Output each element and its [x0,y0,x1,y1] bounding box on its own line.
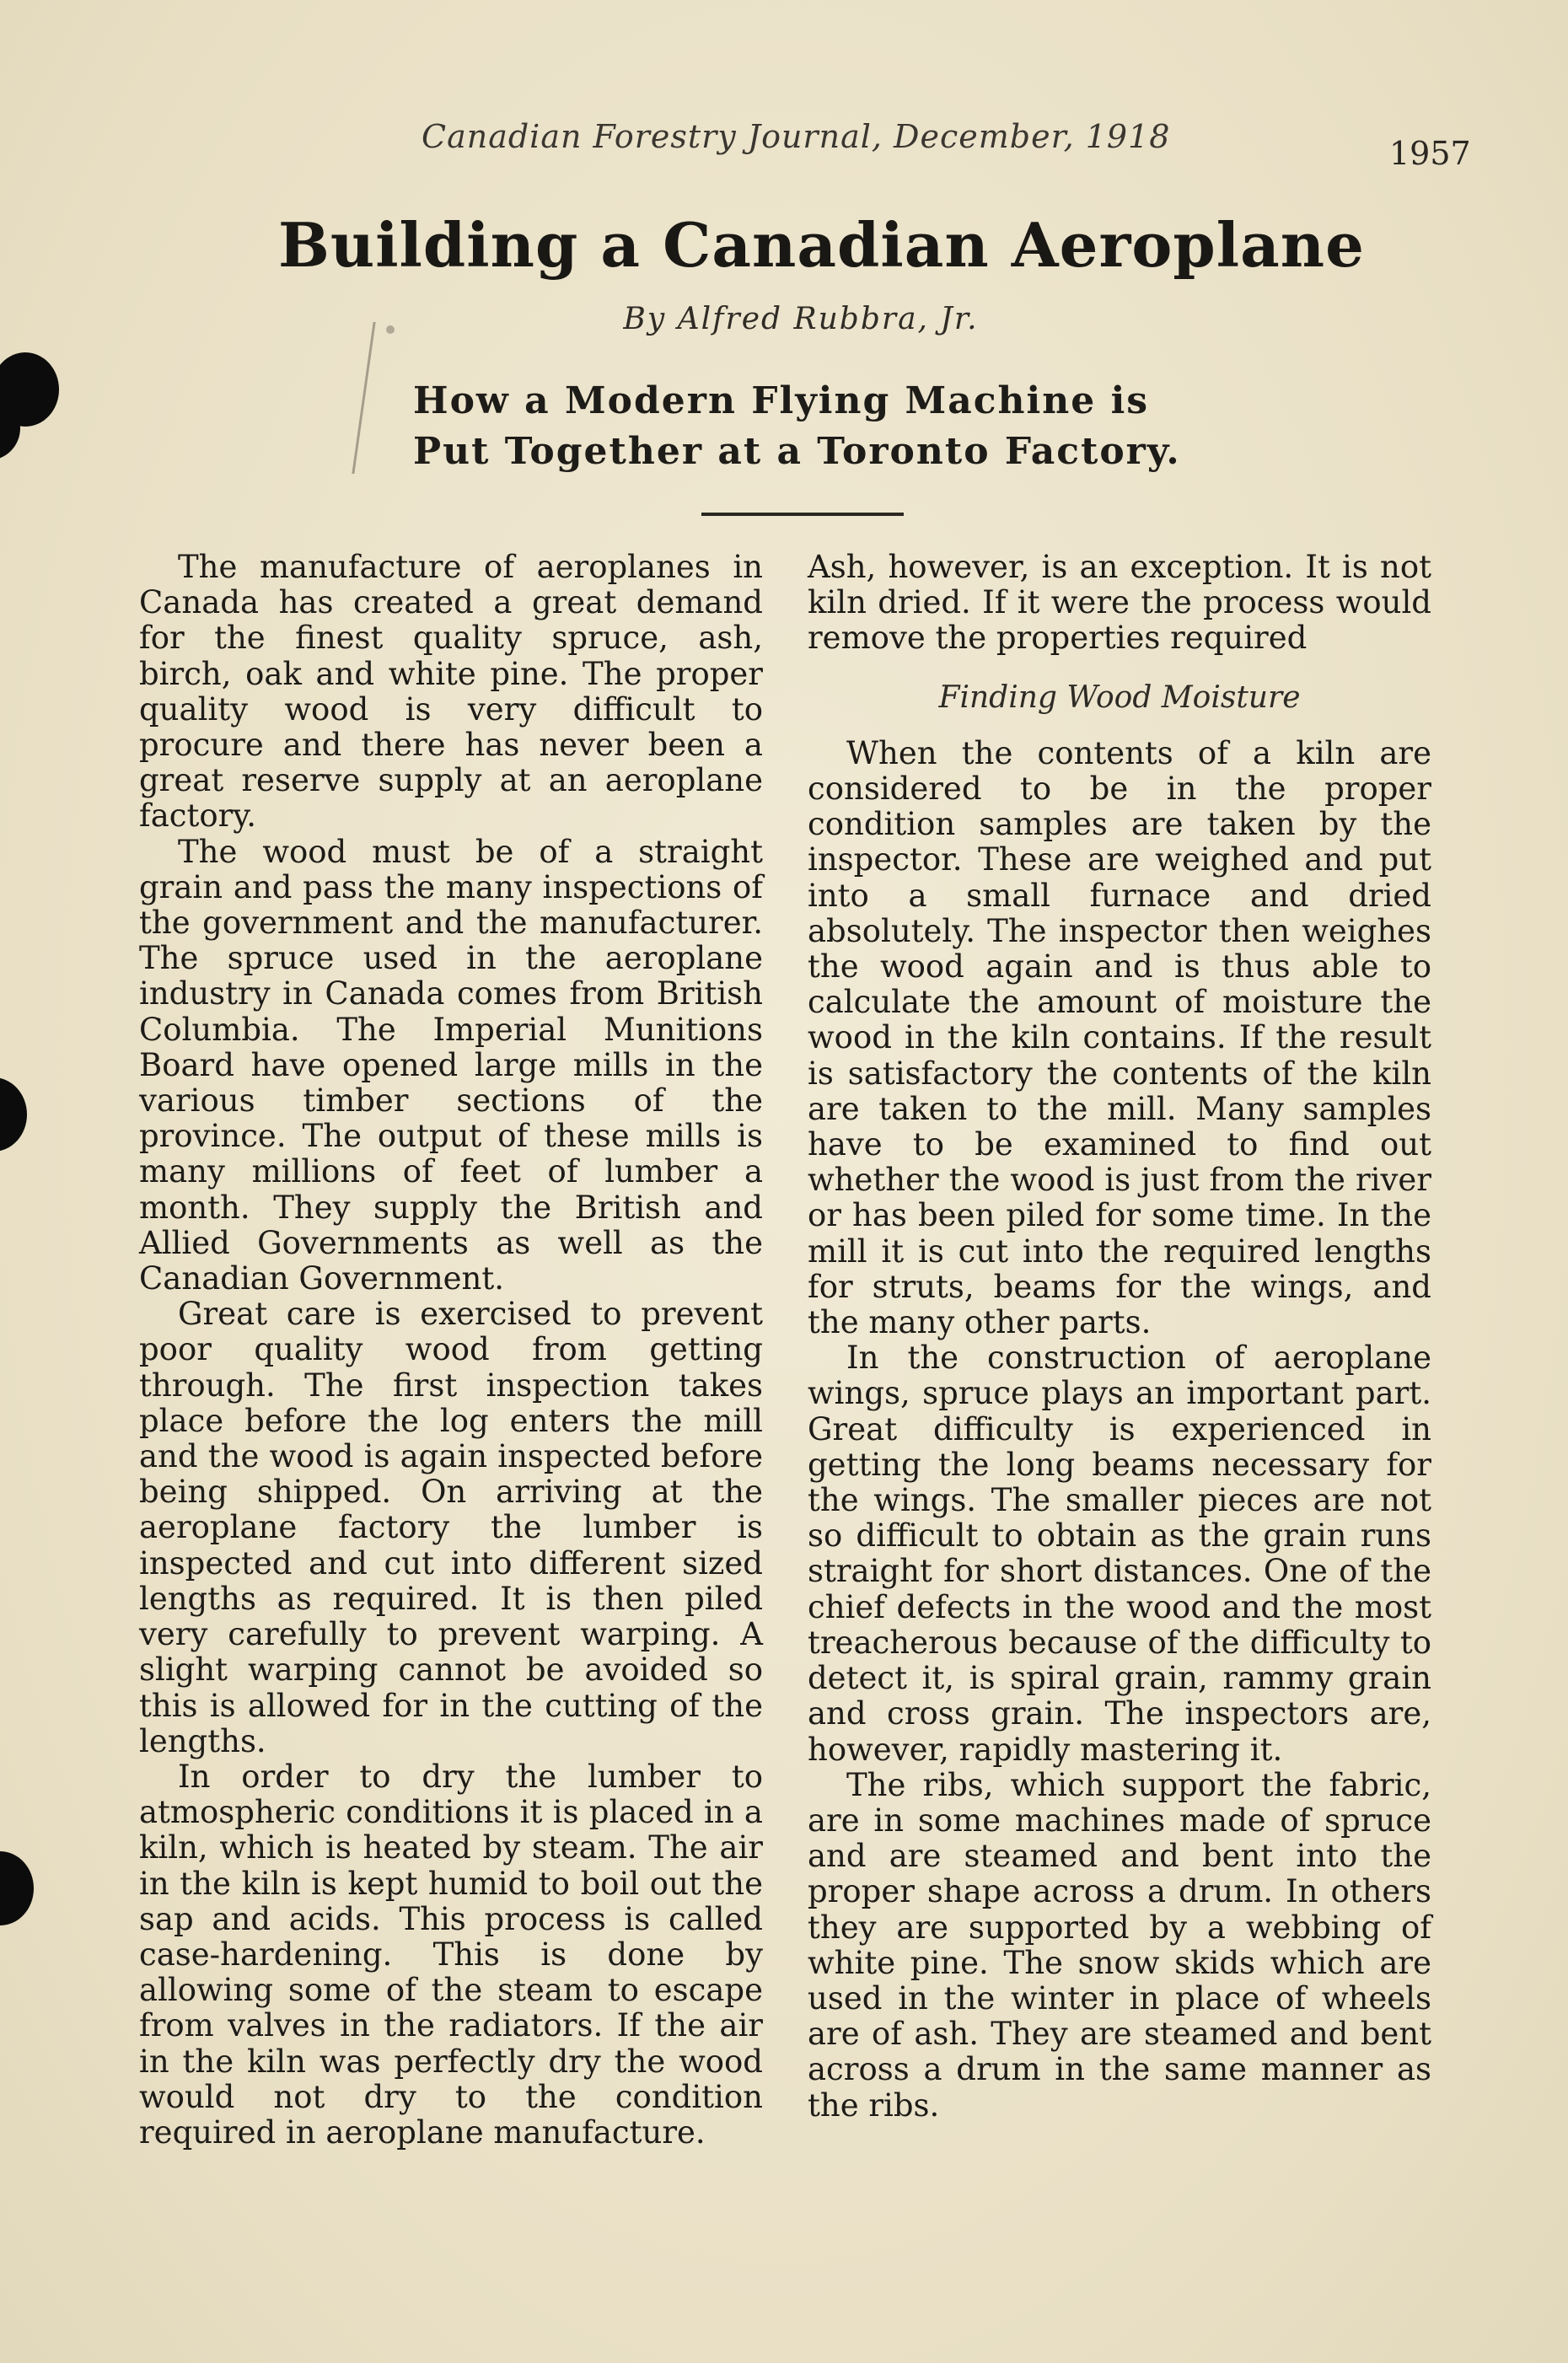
stray-pencil-mark [386,325,395,334]
article-subtitle [413,376,1256,477]
article-byline: By Alfred Rubbra, Jr. [623,302,979,336]
paragraph: In the construction of aeroplane wings, spruce plays an important part. Great difficulty is experienced in getting the long beams necessary for the wings. The smaller pieces are not so difficult to obtain as the grain runs straight for short distances. One of the chief defects in the wood and the most treacherous because of the difficulty to detect it, is spiral grain, rammy grain and cross grain. The inspectors are, however, rapidly mastering it. [808,1340,1431,1768]
punch-hole-bottom [0,1851,34,1925]
paragraph: Great care is exercised to prevent poor quality wood from getting through. The first inspection takes place before the log enters the mill and the wood is again inspected before being shipped. On arriving at the aeroplane factory the lumber is inspected and cut into different sized lengths as required. It is then piled very carefully to prevent warping. A slight warping cannot be avoided so this is allowed for in the cutting of the lengths. [139,1296,763,1759]
paragraph: The manufacture of aeroplanes in Canada has created a great demand for the finest quality spruce, ash, birch, oak and white pine. The proper quality wood is very difficult to procure and there has never been a great reserve supply at an aeroplane factory. [139,549,763,835]
right-column [808,550,1431,2124]
pencil-bracket-mark [352,322,400,474]
left-column [139,550,763,2151]
subtitle-line: Put Together at a Toronto Factory. [413,430,1181,473]
paragraph: In order to dry the lumber to atmospheric conditions it is placed in a kiln, which is heated by steam. The air in the kiln is kept humid to boil out the sap and acids. This process is called case-hardening. This is done by allowing some of the steam to escape from valves in the radiators. If the air in the kiln was perfectly dry the wood would not dry to the condition required in aeroplane manufacture. [139,1758,763,2151]
subtitle-line: How a Modern Flying Machine is [413,379,1150,422]
page-number: 1957 [1389,135,1471,172]
paragraph-continued: Ash, however, is an exception. It is not kiln dried. If it were the process would remove the properties required [808,549,1431,657]
punch-hole-middle [0,1077,27,1152]
title-divider [701,513,904,516]
paragraph: The ribs, which support the fabric, are in some machines made of spruce and are steamed and bent into the proper shape across a drum. In others they are supported by a webbing of white pine. The snow skids which are used in the winter in place of wheels are of ash. They are steamed and bent across a drum in the same manner as the ribs. [808,1766,1431,2124]
running-head: Canadian Forestry Journal, December, 1918 [422,118,1171,155]
section-heading: Finding Wood Moisture [938,679,1301,715]
article-title: Building a Canadian Aeroplane [278,209,1365,281]
paragraph: When the contents of a kiln are considered to be in the proper condition samples are taken by the inspector. These are weighed and put into a small furnace and dried absolutely. The inspector then weighes the wood again and is thus able to calculate the amount of moisture the wood in the kiln contains. If the result is satisfactory the contents of the kiln are taken to the mill. Many samples have to be examined to find out whether the wood is just from the river or has been piled for some time. In the mill it is cut into the required lengths for struts, beams for the wings, and the many other parts. [808,734,1431,1341]
paragraph: The wood must be of a straight grain and pass the many inspections of the government and the manufacturer. The spruce used in the aeroplane industry in Canada comes from British Columbia. The Imperial Munitions Board have opened large mills in the various timber sections of the province. The output of these mills is many millions of feet of lumber a month. They supply the British and Allied Governments as well as the Canadian Government. [139,833,763,1297]
